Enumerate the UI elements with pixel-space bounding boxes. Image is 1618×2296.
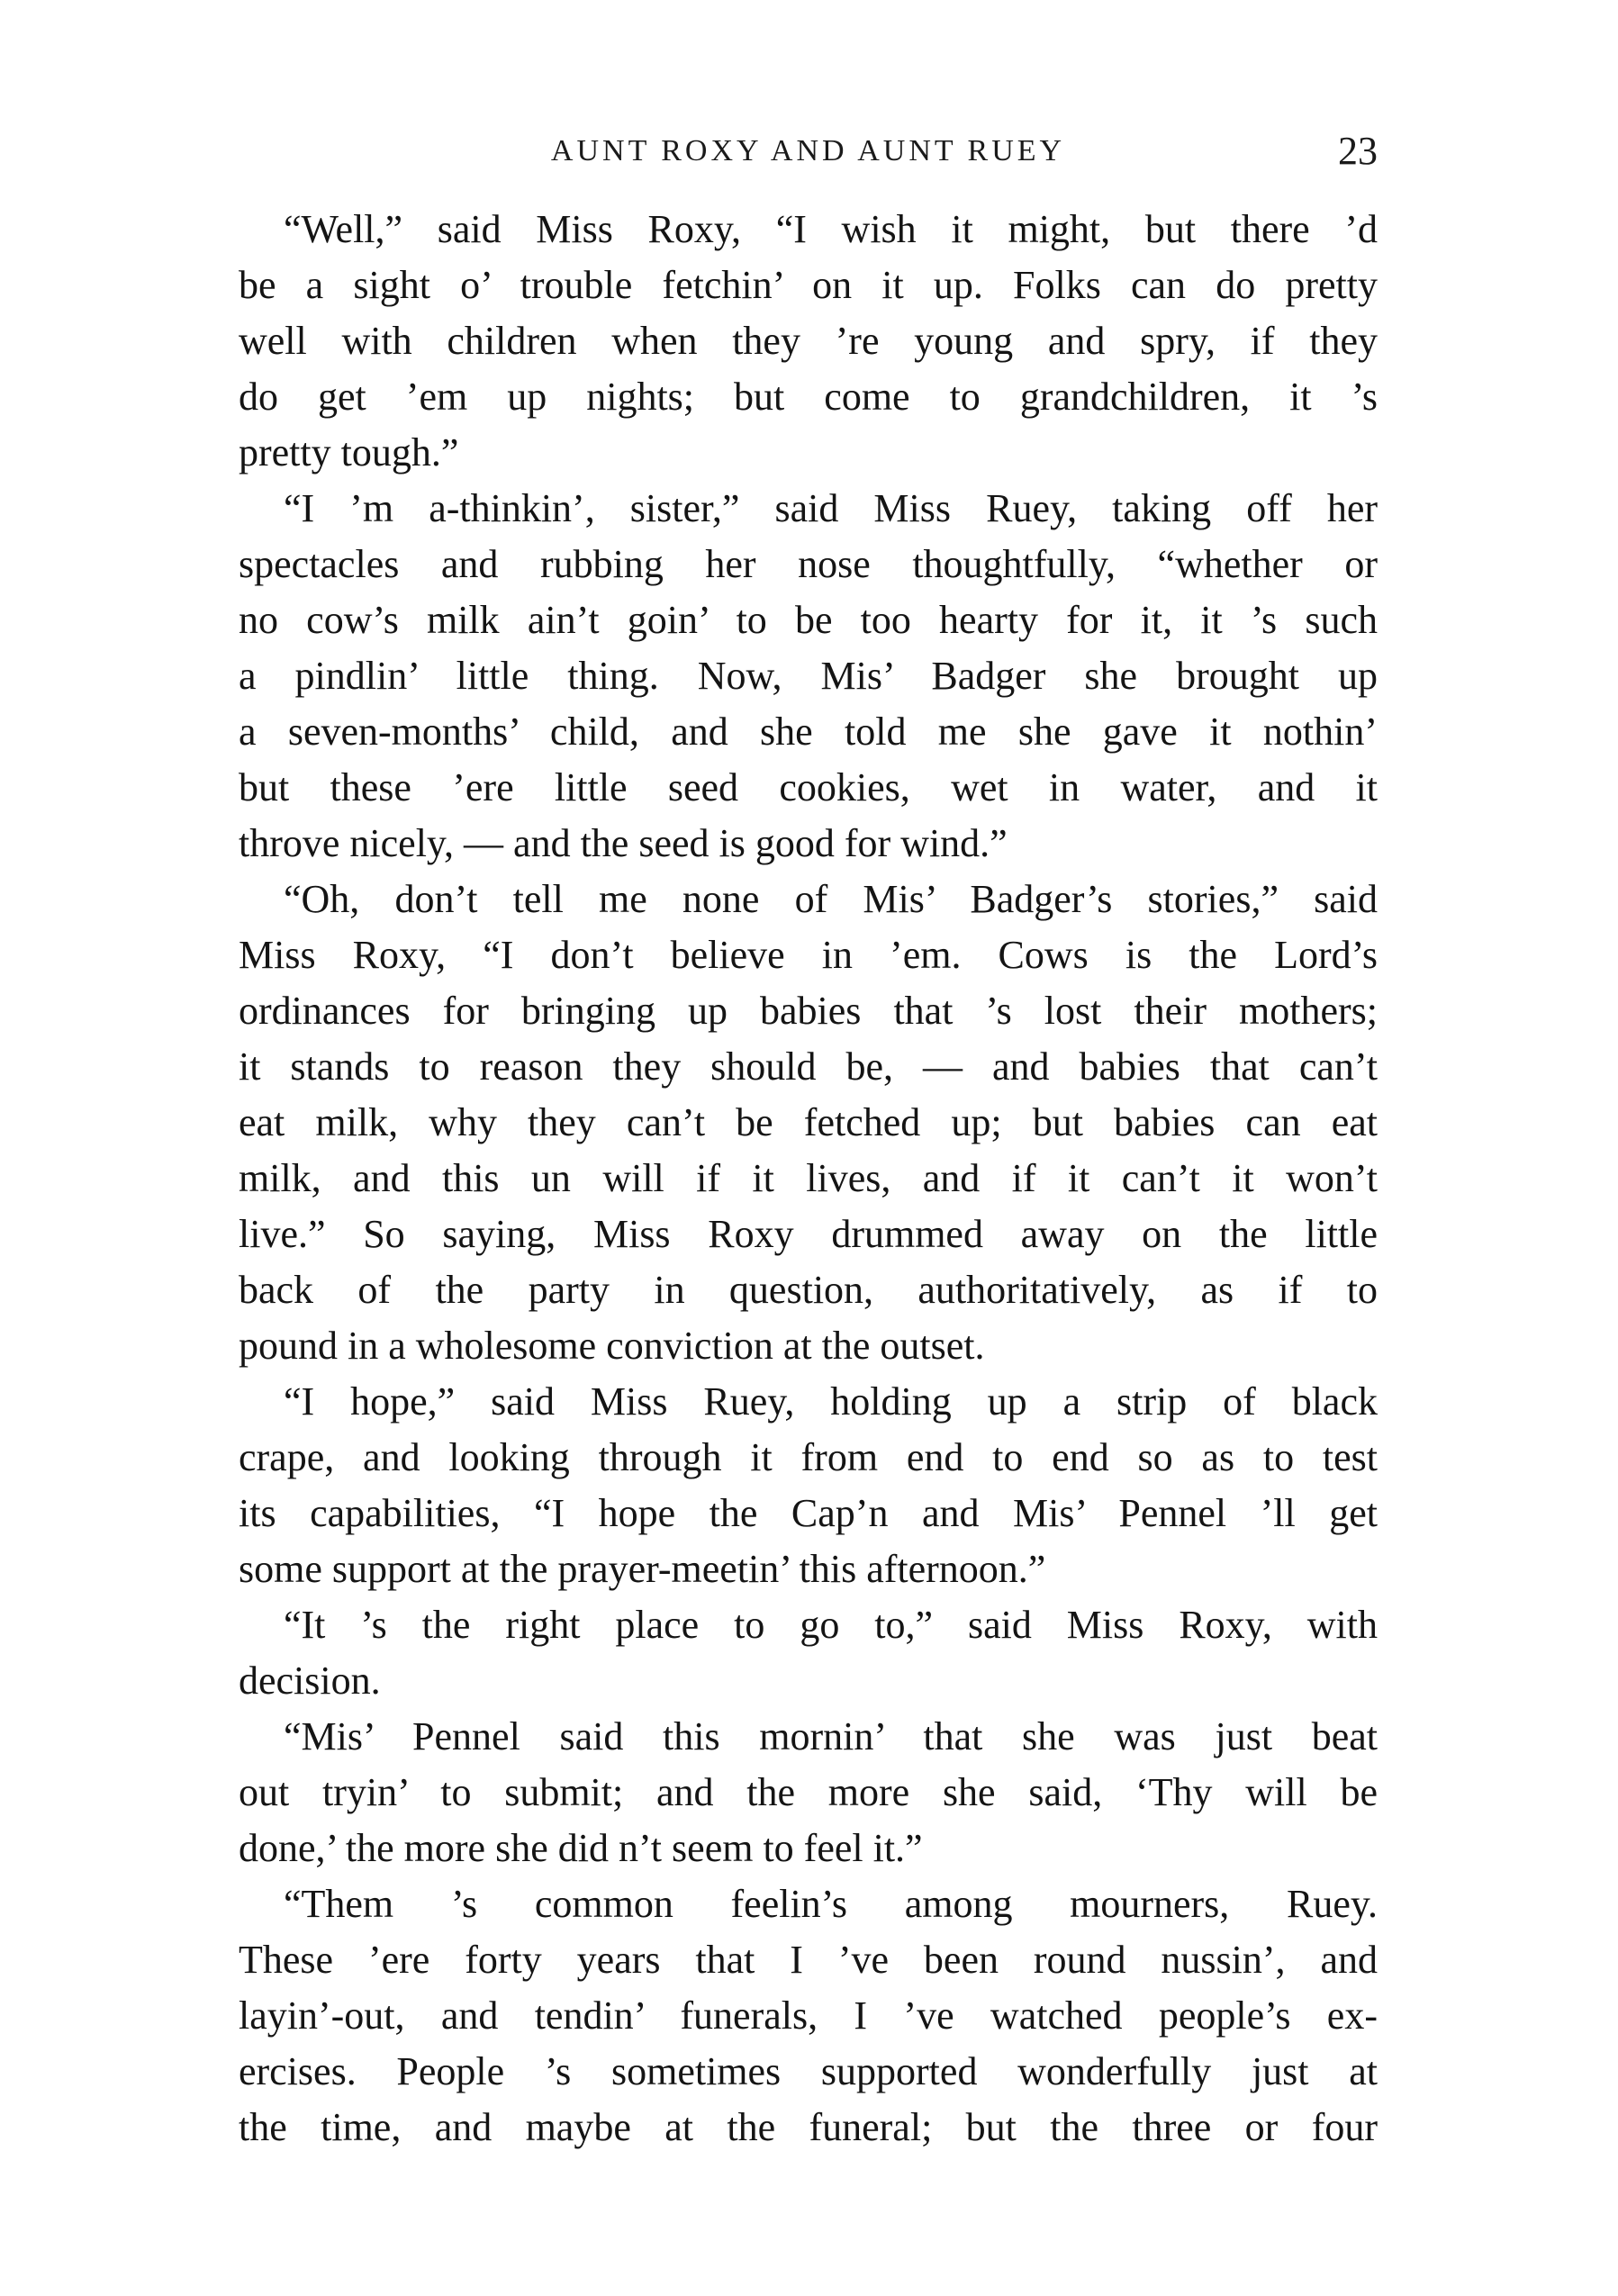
running-head bbox=[239, 124, 1378, 178]
text-line: its capabilities, “I hope the Cap’n and Mis’ Pennel ’ll get bbox=[239, 1491, 1378, 1535]
text-line: crape, and looking through it from end to end so as to test bbox=[239, 1435, 1378, 1479]
text-line: pound in a wholesome conviction at the outset. bbox=[239, 1324, 985, 1368]
text-line: Miss Roxy, “I don’t believe in ’em. Cows is the Lord’s bbox=[239, 933, 1378, 977]
text-line: ordinances for bringing up babies that ’s lost their mothers; bbox=[239, 989, 1378, 1033]
text-line: “Well,” said Miss Roxy, “I wish it might, but there ’d bbox=[284, 207, 1378, 251]
text-line: well with children when they ’re young and spry, if they bbox=[239, 319, 1378, 363]
text-line: live.” So saying, Miss Roxy drummed away on the little bbox=[239, 1212, 1378, 1256]
text-line: but these ’ere little seed cookies, wet in water, and it bbox=[239, 765, 1378, 809]
text-line: back of the party in question, authoritatively, as if to bbox=[239, 1268, 1378, 1312]
text-line: be a sight o’ trouble fetchin’ on it up. Folks can do pretty bbox=[239, 263, 1378, 307]
text-line: milk, and this un will if it lives, and if it can’t it won’t bbox=[239, 1156, 1378, 1200]
text-line: spectacles and rubbing her nose thoughtfully, “whether or bbox=[239, 542, 1378, 586]
text-line: These ’ere forty years that I ’ve been round nussin’, and bbox=[239, 1938, 1378, 1982]
text-line: “Them ’s common feelin’s among mourners, Ruey. bbox=[284, 1882, 1378, 1926]
text-line: eat milk, why they can’t be fetched up; but babies can eat bbox=[239, 1100, 1378, 1144]
text-line: “Oh, don’t tell me none of Mis’ Badger’s stories,” said bbox=[284, 877, 1378, 921]
text-line: no cow’s milk ain’t goin’ to be too hearty for it, it ’s such bbox=[239, 598, 1378, 642]
text-line: out tryin’ to submit; and the more she said, ‘Thy will be bbox=[239, 1770, 1378, 1814]
body-text bbox=[239, 202, 1378, 2156]
text-line: the time, and maybe at the funeral; but the three or four bbox=[239, 2105, 1378, 2149]
page-number: 23 bbox=[1338, 129, 1378, 173]
text-line: ercises. People ’s sometimes supported wonderfully just at bbox=[239, 2049, 1378, 2093]
text-line: “It ’s the right place to go to,” said Miss Roxy, with bbox=[284, 1603, 1378, 1647]
text-line: decision. bbox=[239, 1659, 381, 1703]
text-line: pretty tough.” bbox=[239, 430, 459, 475]
text-line: “Mis’ Pennel said this mornin’ that she was just beat bbox=[284, 1714, 1378, 1758]
text-line: done,’ the more she did n’t seem to feel it.” bbox=[239, 1826, 923, 1870]
text-line: “I ’m a-thinkin’, sister,” said Miss Ruey, taking off her bbox=[284, 486, 1378, 530]
text-line: some support at the prayer-meetin’ this afternoon.” bbox=[239, 1547, 1046, 1591]
text-line: do get ’em up nights; but come to grandchildren, it ’s bbox=[239, 375, 1378, 419]
text-line: a seven-months’ child, and she told me she gave it nothin’ bbox=[239, 710, 1378, 754]
text-line: it stands to reason they should be, — and babies that can’t bbox=[239, 1044, 1378, 1089]
text-line: throve nicely, — and the seed is good for wind.” bbox=[239, 821, 1008, 865]
text-line: layin’-out, and tendin’ funerals, I ’ve watched people’s ex- bbox=[239, 1993, 1378, 2038]
text-line: a pindlin’ little thing. Now, Mis’ Badger she brought up bbox=[239, 654, 1378, 698]
text-line: “I hope,” said Miss Ruey, holding up a strip of black bbox=[284, 1379, 1378, 1424]
running-title: AUNT ROXY AND AUNT RUEY bbox=[550, 134, 1066, 167]
